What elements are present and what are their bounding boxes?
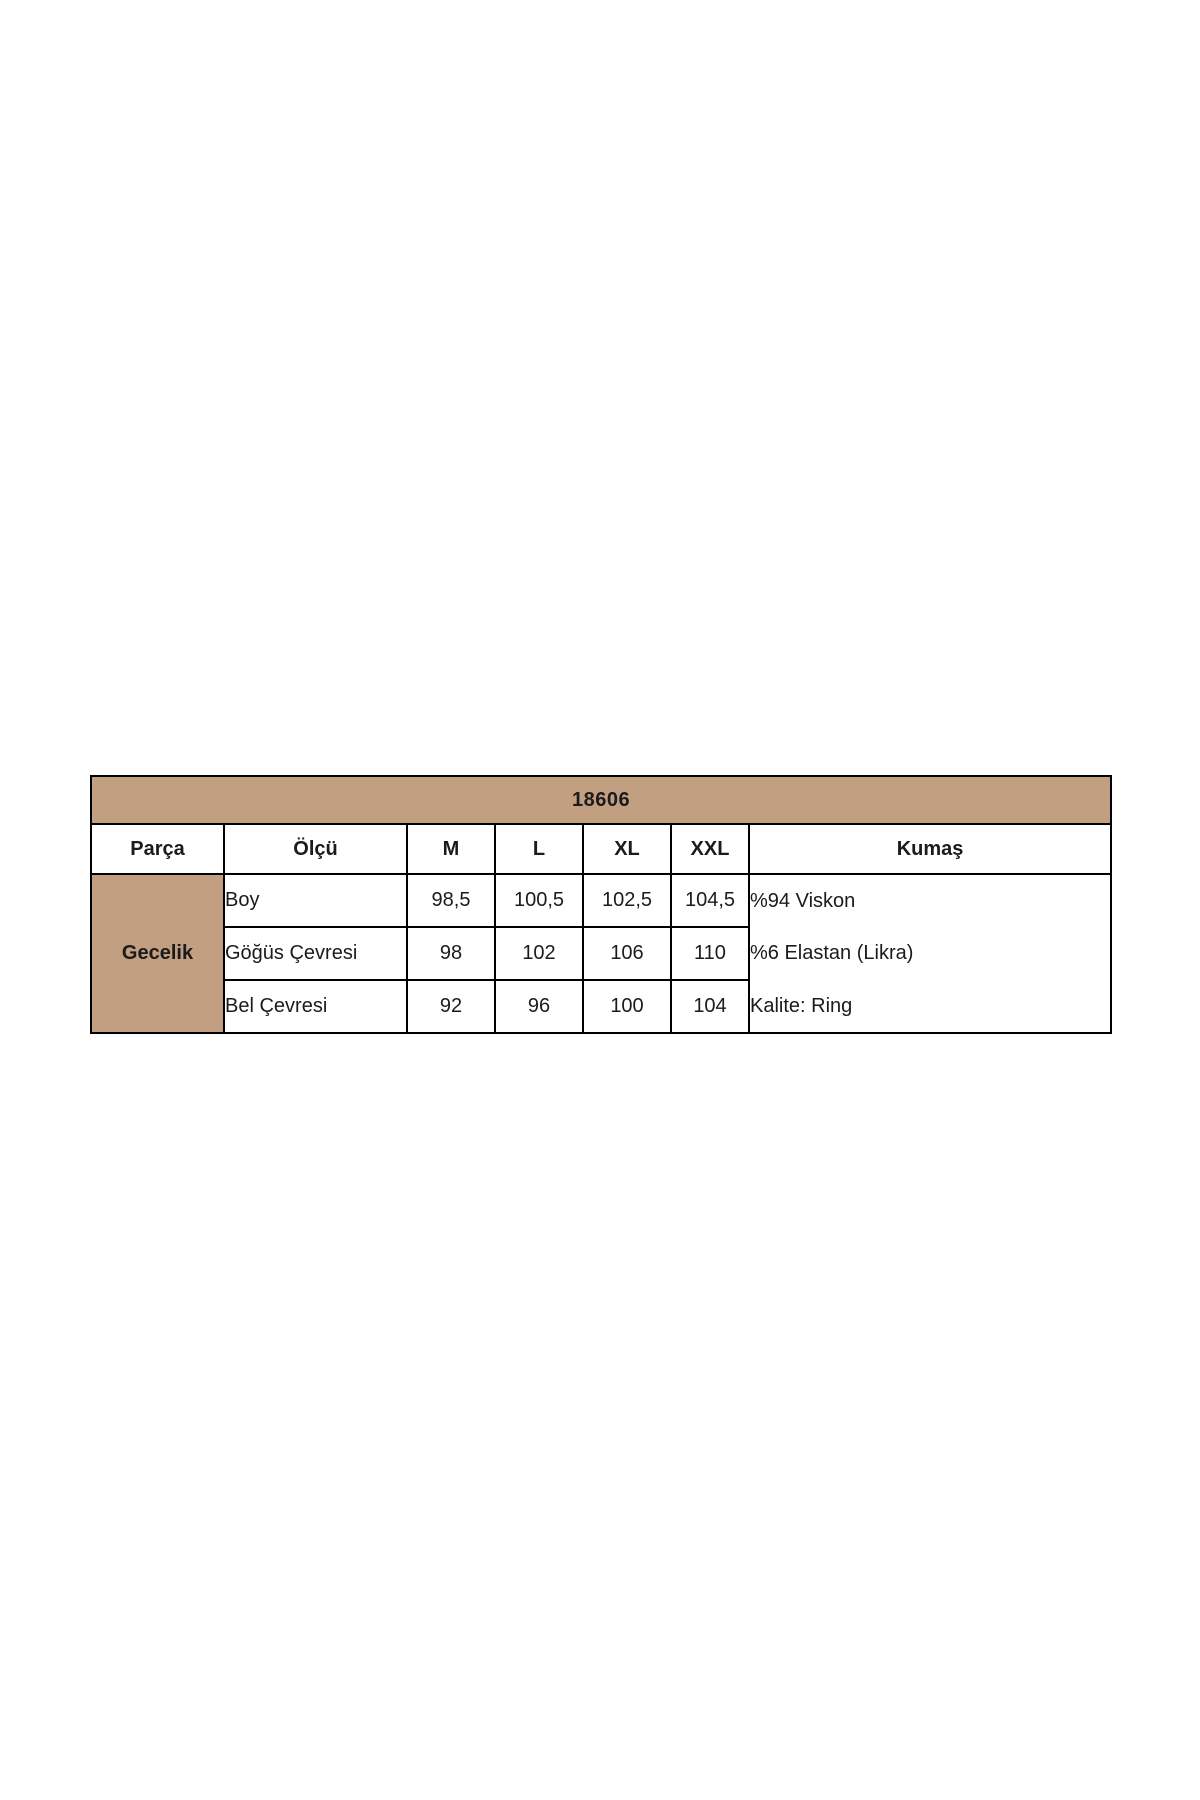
- fabric-line-1: %94 Viskon: [749, 874, 1111, 927]
- measure-value-l: 96: [495, 980, 583, 1033]
- header-size-l: L: [495, 824, 583, 874]
- table-title-row: [91, 776, 1111, 824]
- header-size-xxl: XXL: [671, 824, 749, 874]
- measure-value-m: 98: [407, 927, 495, 980]
- measure-value-xl: 106: [583, 927, 671, 980]
- size-chart-table: [90, 775, 1112, 1034]
- fabric-line-3: Kalite: Ring: [749, 980, 1111, 1033]
- measure-value-m: 98,5: [407, 874, 495, 927]
- table-row: [91, 874, 1111, 927]
- measure-value-l: 102: [495, 927, 583, 980]
- measure-value-l: 100,5: [495, 874, 583, 927]
- part-name-cell: Gecelik: [91, 874, 224, 1033]
- header-fabric: Kumaş: [749, 824, 1111, 874]
- product-code-title: 18606: [91, 776, 1111, 824]
- measure-value-xxl: 104,5: [671, 874, 749, 927]
- size-chart-container: [90, 775, 1110, 1034]
- measure-label: Bel Çevresi: [224, 980, 407, 1033]
- fabric-line-2: %6 Elastan (Likra): [749, 927, 1111, 980]
- table-row: [91, 980, 1111, 1033]
- header-measure: Ölçü: [224, 824, 407, 874]
- measure-value-xxl: 110: [671, 927, 749, 980]
- header-part: Parça: [91, 824, 224, 874]
- measure-label: Boy: [224, 874, 407, 927]
- measure-value-xl: 100: [583, 980, 671, 1033]
- table-header-row: [91, 824, 1111, 874]
- measure-value-xl: 102,5: [583, 874, 671, 927]
- measure-value-xxl: 104: [671, 980, 749, 1033]
- header-size-xl: XL: [583, 824, 671, 874]
- measure-value-m: 92: [407, 980, 495, 1033]
- table-row: [91, 927, 1111, 980]
- measure-label: Göğüs Çevresi: [224, 927, 407, 980]
- header-size-m: M: [407, 824, 495, 874]
